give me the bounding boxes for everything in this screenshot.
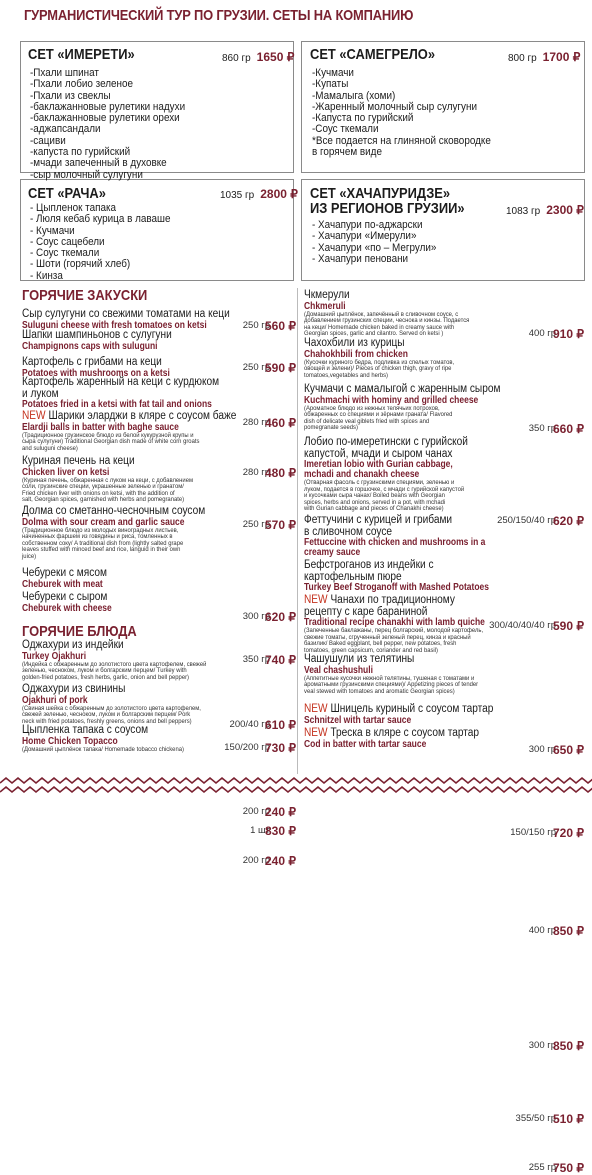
set-weight: 800 гр [508,53,537,64]
dish-weight: 250 гр [242,519,270,530]
dish-name-english: Potatoes with mushrooms on a ketsi [22,367,170,379]
set-item: в горячем виде [312,146,382,159]
set-title: СЕТ «ИМЕРЕТИ» [28,46,135,63]
dish-description: spices, herbs and onions, served in a pot, with mchadi [304,498,446,506]
dish-description: добавлением грузинских специи, чеснока и кинзы. Подается [304,317,470,325]
dish-name-text: рецепту с каре бараниной [304,605,428,618]
dish-name-english: Ojakhuri of pork [22,694,88,706]
menu-item [304,290,484,338]
set-price [506,203,584,217]
dish-description: начиненных фаршем из говядины и риса, томленных в [22,533,173,541]
menu-item [304,704,519,726]
dish-description: соли, грузинские специи, украшенные зеленью и гранатом/ [22,483,184,491]
dish-name-english: Veal chashushuli [304,664,373,676]
menu-item [22,684,216,725]
dish-name-english: Cod in batter with tartar sauce [304,738,427,750]
dish-price: 590 ₽ [265,361,296,375]
dish-weight: 300/40/40/40 гр [489,620,556,631]
menu-item [22,377,246,410]
dish-weight: 1 шт [250,825,270,836]
dish-name-english: Cheburek with cheese [22,602,112,614]
dish-price: 590 ₽ [553,619,584,633]
set-item: -капуста по гурийский [30,146,131,159]
dish-price: 650 ₽ [553,743,584,757]
dish-name-english: Champignons caps with suluguni [22,340,158,352]
dish-description: сыра сулугуни) Traditional Georgian dish made of white corn groats [22,438,200,446]
set-price [220,187,298,201]
dish-name-text: Картофель жаренный на кеци с курдюком [22,376,220,388]
dish-weight: 300 гр [528,744,556,755]
dish-weight: 355/50 гр [515,1113,556,1124]
dish-name-english: Cheburek with meat [22,578,103,590]
dish-weight: 200/40 гр [229,719,270,730]
dish-name-english: Kuchmachi with hominy and grilled cheese [304,394,479,406]
dish-description: (Куриная печень, обжаренная с луком на кеци, с добавлением [22,476,194,484]
dish-description: leaves stuffed with minced beef and rice, languid in their own [22,546,181,554]
set-price-value: 2300 ₽ [546,203,584,217]
dish-price: 830 ₽ [265,824,296,838]
dish-description: (Аппетитные кусочки нежной телятины, тушеная с томатами и [304,674,475,682]
dish-description: tomatoes, green capsicum, coriander and red basil) [304,646,438,654]
dish-description: (Кусочки куриного бедра, подливка из спелых томатов, [304,358,455,366]
dish-price: 750 ₽ [553,1161,584,1175]
dish-name-english: Imeretian lobio with Gurian cabbage, [304,459,453,470]
menu-item [22,592,128,614]
menu-item [22,309,258,331]
dish-name-text: Шапки шампиньонов с сулугуни [22,329,172,341]
menu-item [304,384,527,432]
dish-name-text: Чашушули из телятины [304,653,415,665]
set-items [30,68,185,181]
page-title: ГУРМАНИСТИЧЕСКИЙ ТУР ПО ГРУЗИИ. СЕТЫ НА КОМПАНИЮ [24,7,414,24]
dish-name-text: картофельным пюре [304,570,402,583]
dish-description: (Ароматное блюдо из нежных телячьих потрохов, [304,404,440,412]
set-title: СЕТ «РАЧА» [28,185,106,202]
dish-description: (Традиционное грузинское блюдо из белой кукурузной крупы и [22,431,194,439]
dish-name-english: Chicken liver on ketsi [22,466,110,478]
dish-description: Georgian spices, garlic and cilantro. Served on ketsi ) [304,330,444,338]
menu-item [304,728,503,750]
dish-name-text: Чкмерули [304,289,350,301]
section-title-hot-snacks: ГОРЯЧИЕ ЗАКУСКИ [22,287,148,304]
dish-price: 240 ₽ [265,854,296,868]
dish-price: 730 ₽ [265,741,296,755]
dish-price: 660 ₽ [553,422,584,436]
dish-price: 720 ₽ [553,826,584,840]
dish-name-text: Куриная печень на кеци [22,455,135,467]
dish-name-english: Turkey Ojakhuri [22,650,87,662]
set-item: -сыр молочный сулугуни [30,168,143,181]
set-item: - Кучмачи [30,224,75,237]
set-title: СЕТ «ХАЧАПУРИДЗЕ» [310,185,451,202]
new-badge: NEW [304,703,328,715]
set-weight: 1083 гр [506,206,541,217]
dish-name-english: Chkmeruli [304,300,346,312]
dish-weight: 150/200 гр [224,742,270,753]
dish-name-text: Сыр сулугуни со свежими томатами на кеци [22,308,230,320]
dish-name-english: creamy sauce [304,547,361,558]
menu-item [22,640,222,681]
dish-description: зеленью, чесноком, луком и болгарским перцем/ Turkey with [22,667,187,675]
set-price-value: 1650 ₽ [256,50,295,64]
dish-name-text: Треска в кляре с соусом тартар [330,727,480,739]
dish-weight: 200 гр [242,806,270,817]
set-item: - Хачапури по-аджарски [312,219,423,231]
dish-description: собственном соку/ A traditional dish from (lightly salted grape [22,539,184,547]
dish-weight: 350 гр [242,654,270,665]
dish-name-text: Чебуреки с мясом [22,567,108,579]
dish-weight: 150/150 гр [510,827,556,838]
dish-name-text: в сливочном соусе [304,525,393,538]
dish-weight: 280 гр [242,467,270,478]
menu-item [304,515,517,558]
dish-description: tomatoes,vegetables and herbs) [304,371,389,379]
dish-description: (Свиная шейка с обжаренным до золотистого цвета картофелем, [22,704,201,712]
dish-name-text: Картофель с грибами на кеци [22,356,162,368]
dish-weight: 250 гр [242,362,270,373]
set-weight: 860 гр [222,53,251,64]
set-item: - Цыпленок тапака [30,202,117,214]
dish-description: луком, подается в горшочке, с мчади с гурийской капустой [304,485,465,493]
set-item: -Мамалыга (хоми) [312,89,396,102]
dish-name-english: Home Chicken Topacco [22,735,118,747]
set-item: -баклажанновые рулетики орехи [30,112,180,125]
dish-price: 610 ₽ [265,718,296,732]
dish-description: (Запеченные баклажаны, перец болгарский, молодой картофель, [304,627,484,634]
menu-item [22,456,208,504]
dish-weight: 300 гр [528,1040,556,1051]
column-divider [297,288,298,774]
section-title-hot-dishes: ГОРЯЧИЕ БЛЮДА [22,623,137,640]
set-item: - Хачапури «по – Мегрули» [312,241,437,254]
set-weight: 1035 гр [220,190,255,201]
dish-name-text: Феттучини с курицей и грибами [304,514,453,526]
menu-item [304,654,493,695]
dish-name-text: Кучмачи с мамалыгой с жаренным сыром [304,383,501,395]
dish-name-english: Fettuccine with chicken and mushrooms in a [304,537,486,548]
dish-name-text: Оджахури из свинины [22,683,126,695]
dish-description: dish of delicate veal giblets fried with spices and [304,417,430,425]
set-item: -баклажанновые рулетики надухи [30,100,186,113]
new-badge: NEW [22,410,46,422]
dish-description: veal stewed with tomatoes and aromatic Georgian spices) [304,687,455,695]
dish-description: salt, Georgian spices, garnished with herbs and pomegranate) [22,496,185,504]
dish-description: (Отварная фасоль с грузинскими специями, зеленью и [304,479,455,486]
set-item: -Жаренный молочный сыр сулугуни [312,100,477,113]
dish-name-english: Chahokhbili from chicken [304,348,408,360]
dish-weight: 350 гр [528,423,556,434]
menu-item [22,506,230,560]
dish-price: 480 ₽ [265,466,296,480]
dish-description: and suluguni cheese) [22,444,78,452]
dish-name-english: Potatoes fried in a ketsi with fat tail and onions [22,399,212,410]
dish-price: 850 ₽ [553,924,584,938]
dish-name-english: Turkey Beef Stroganoff with Mashed Potatoes [304,582,489,593]
dish-name-text: Лобио по-имеретински с гурийской [304,436,468,448]
menu-item [304,338,467,379]
set-items [312,220,436,265]
menu-item [304,560,522,593]
set-item: -Пхали шпинат [30,67,99,79]
set-item: -Пхали из свеклы [30,89,111,102]
dish-weight: 400 гр [528,328,556,339]
dish-weight: 250 гр [242,320,270,331]
dish-description: (Домашний цыплёнок тапака/ Homemade tobacco chickena) [22,745,184,753]
dish-price: 560 ₽ [265,319,296,333]
dish-name-text: Цыпленка тапака с соусом [22,724,149,736]
set-price [508,50,580,64]
dish-weight: 300 гр [242,611,270,622]
set-item: -Пхали лобио зеленое [30,78,134,91]
set-item: -аджапсандали [30,123,101,136]
set-price-value: 2800 ₽ [260,187,298,201]
set-item: - Люля кебаб курица в лаваше [30,213,171,226]
dish-name-text: Чебуреки с сыром [22,591,108,603]
dish-price: 850 ₽ [553,1039,584,1053]
set-item: - Соус сацебели [30,235,105,248]
set-price-value: 1700 ₽ [542,50,581,64]
dish-name-english: mchadi and chanakh cheese [304,469,420,480]
dish-description: на кеци/ Homemade chicken baked in creamy sauce with [304,323,455,331]
dish-description: и кусочками сыра чанах/ Boiled beans with Georgian [304,492,445,500]
menu-item [304,437,490,513]
dish-name-text: и луком [22,387,59,400]
menu-item [22,725,198,753]
dish-weight: 400 гр [528,925,556,936]
dish-description: with Gurian cabbage and pieces of Chanakhi cheese) [304,505,444,513]
new-badge: NEW [304,594,328,606]
set-item: *Все подается на глиняной сковородке [312,134,491,147]
set-item: - Соус ткемали [30,247,100,260]
dish-description: обжаренных со специями и зёрнами граната/ Flavored [304,411,453,419]
dish-name-text: Шарики эларджи в кляре с соусом баже [48,410,237,422]
dish-description: golden-fried potatoes, fresh herbs, garlic, onion and bell pepper) [22,673,190,681]
dish-name-english: Elardji balls in batter with baghe sauce [22,421,179,433]
set-item: - Хачапури пеновани [312,252,409,265]
dish-name-english: Suluguni cheese with fresh tomatoes on ketsi [22,319,207,331]
set-item: -Капуста по гурийский [312,112,414,125]
dish-description: pomegranate seeds) [304,424,358,432]
dish-price: 620 ₽ [553,514,584,528]
set-item: -сациви [30,134,66,147]
new-badge: NEW [304,727,328,739]
dish-price: 570 ₽ [265,518,296,532]
dish-description: juice) [22,552,37,560]
dish-name-text: Шницель куриный с соусом тартар [330,703,494,715]
dish-price: 620 ₽ [265,610,296,624]
dish-description: (Индейка с обжаренным до золотистого цвета картофелем, свежей [22,660,207,668]
set-item: -Кучмачи [312,67,354,79]
dish-name-text: капустой, мчади и сыром чанах [304,447,453,460]
dish-description: ароматными грузинскими специями)/ Appetizing pieces of tender [304,681,479,689]
set-items [30,203,170,282]
dish-name-text: Оджахури из индейки [22,639,124,651]
dish-name-english: Dolma with sour cream and garlic sauce [22,516,185,528]
dish-weight: 255 гр [528,1162,556,1173]
set-title: СЕТ «САМЕГРЕЛО» [310,46,436,63]
dish-name-english: Traditional recipe chanakhi with lamb quiche [304,617,485,628]
dish-price: 510 ₽ [553,1112,584,1126]
dish-description: базилик/ Baked eggplant, bell pepper, new potatoes, fresh [304,640,457,648]
dish-name-english: Schnitzel with tartar sauce [304,714,412,726]
menu-item [22,411,266,452]
set-item: -Купаты [312,78,349,91]
dish-weight: 250/150/40 гр [497,515,556,526]
dish-name-text: Долма со сметанно-чесночным соусом [22,505,206,517]
dish-description: (Домашний цыплёнок, запечённый в сливочном соусе, с [304,310,459,318]
dish-name-text: Чанахи по традиционному [330,594,455,606]
set-item: - Шоти (горячий хлеб) [30,258,131,271]
dish-weight: 200 гр [242,855,270,866]
menu-item [304,595,517,654]
set-item: -Соус ткемали [312,123,379,136]
set-items [312,68,491,158]
set-item: - Хачапури «Имерули» [312,230,417,243]
set-price [222,50,294,64]
dish-description: neck with fried potatoes, freshly greens, onions and bell peppers) [22,717,192,725]
menu-item [22,330,192,352]
decorative-wave-border [0,775,592,800]
dish-description: Fried chicken liver with onions on ketsi, with the addition of [22,489,175,497]
dish-price: 460 ₽ [265,416,296,430]
menu-item [22,568,119,590]
dish-price: 740 ₽ [265,653,296,667]
set-title-line2: ИЗ РЕГИОНОВ ГРУЗИИ» [310,200,465,217]
dish-weight: 280 гр [242,417,270,428]
dish-name-text: Чахохбили из курицы [304,337,405,349]
set-item: - Кинза [30,269,63,282]
dish-price: 240 ₽ [265,805,296,819]
dish-description: свежей зеленью, чесноком, луком и болгарским перцем/ Pork [22,711,191,719]
dish-description: овощей и зелени)/ Pieces of chicken thigh, gravy of ripe [304,365,452,373]
dish-description: (Традиционное блюдо из молодых виноградных листьев, [22,526,179,534]
dish-description: свежие томаты, сгрученный зеленый перец, кинза и красный [304,633,471,641]
dish-price: 910 ₽ [553,327,584,341]
set-item: -мчади запеченный в духовке [30,157,167,170]
dish-name-text: Бефстроганов из индейки с [304,559,434,571]
